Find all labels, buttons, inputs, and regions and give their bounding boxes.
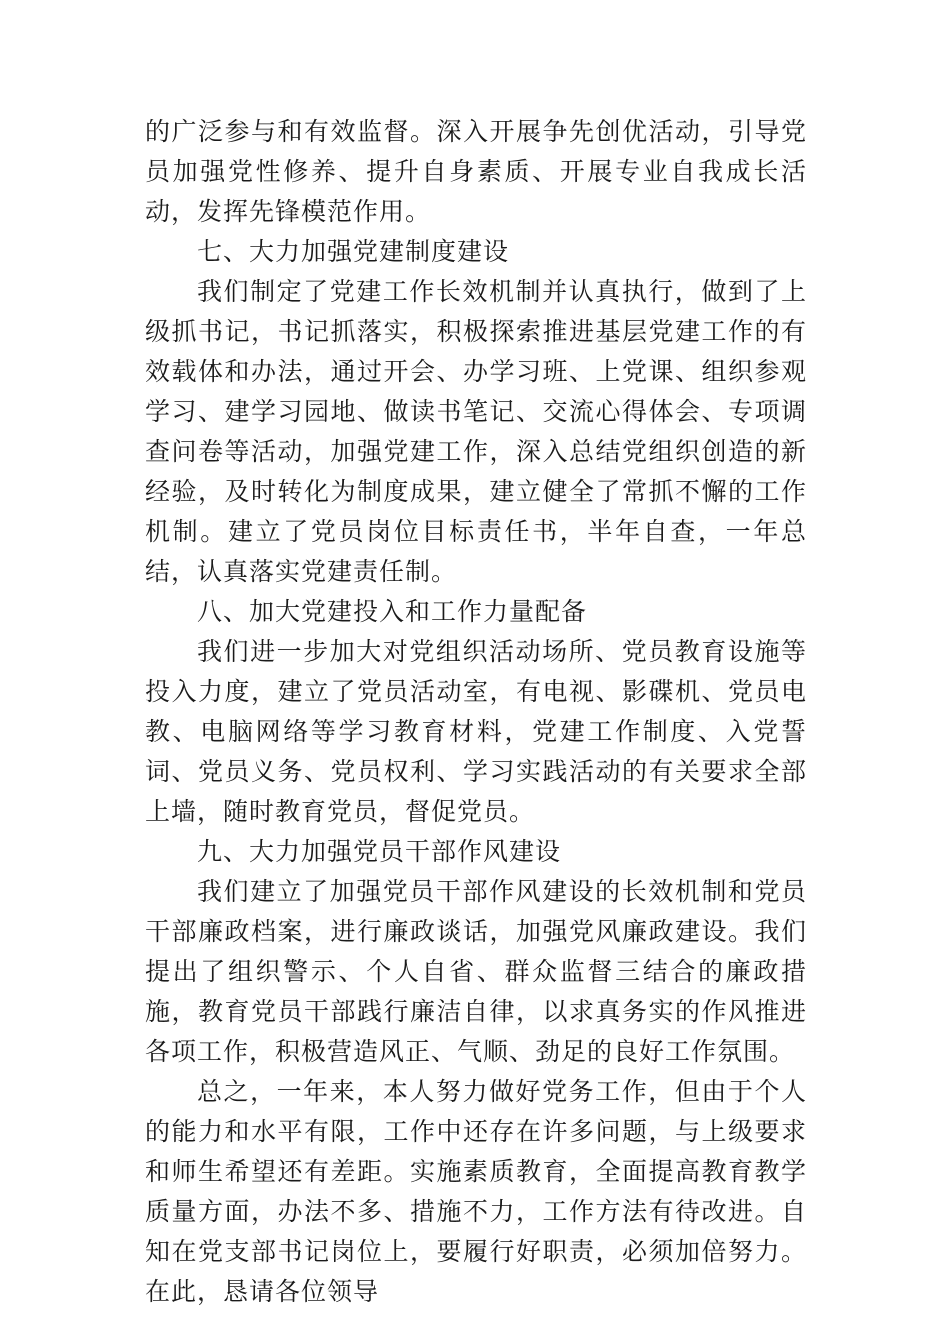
- paragraph-work-style: 我们建立了加强党员干部作风建设的长效机制和党员干部廉政档案，进行廉政谈话，加强党风廉政建设。我们提出了组织警示、个人自省、群众监督三结合的廉政措施，教育党员干部践行廉洁自律，以求真务实的作风推进各项工作，积极营造风正、气顺、劲足的良好工作氛围。: [145, 877, 807, 1066]
- paragraph-investment: 我们进一步加大对党组织活动场所、党员教育设施等投入力度，建立了党员活动室，有电视、影碟机、党员电教、电脑网络等学习教育材料，党建工作制度、入党誓词、党员义务、党员权利、学习实践活动的有关要求全部上墙，随时教育党员，督促党员。: [145, 637, 807, 826]
- paragraph-system-building: 我们制定了党建工作长效机制并认真执行，做到了上级抓书记，书记抓落实，积极探索推进基层党建工作的有效载体和办法，通过开会、办学习班、上党课、组织参观学习、建学习园地、做读书笔记、交流心得体会、专项调查问卷等活动，加强党建工作，深入总结党组织创造的新经验，及时转化为制度成果，建立健全了常抓不懈的工作机制。建立了党员岗位目标责任书，半年自查，一年总结，认真落实党建责任制。: [145, 277, 807, 586]
- document-page: [145, 112, 807, 1312]
- paragraph-summary: 总之，一年来，本人努力做好党务工作，但由于个人的能力和水平有限，工作中还存在许多问题，与上级要求和师生希望还有差距。实施素质教育，全面提高教育教学质量方面，办法不多、措施不力，工作方法有待改进。自知在党支部书记岗位上，要履行好职责，必须加倍努力。在此，恳请各位领导: [145, 1077, 807, 1306]
- section-heading-seven: 七、大力加强党建制度建设: [197, 237, 510, 266]
- section-heading-nine: 九、大力加强党员干部作风建设: [197, 837, 562, 866]
- section-heading-eight: 八、加大党建投入和工作力量配备: [197, 597, 588, 626]
- paragraph-continuation: 的广泛参与和有效监督。深入开展争先创优活动，引导党员加强党性修养、提升自身素质、开展专业自我成长活动，发挥先锋模范作用。: [145, 117, 807, 226]
